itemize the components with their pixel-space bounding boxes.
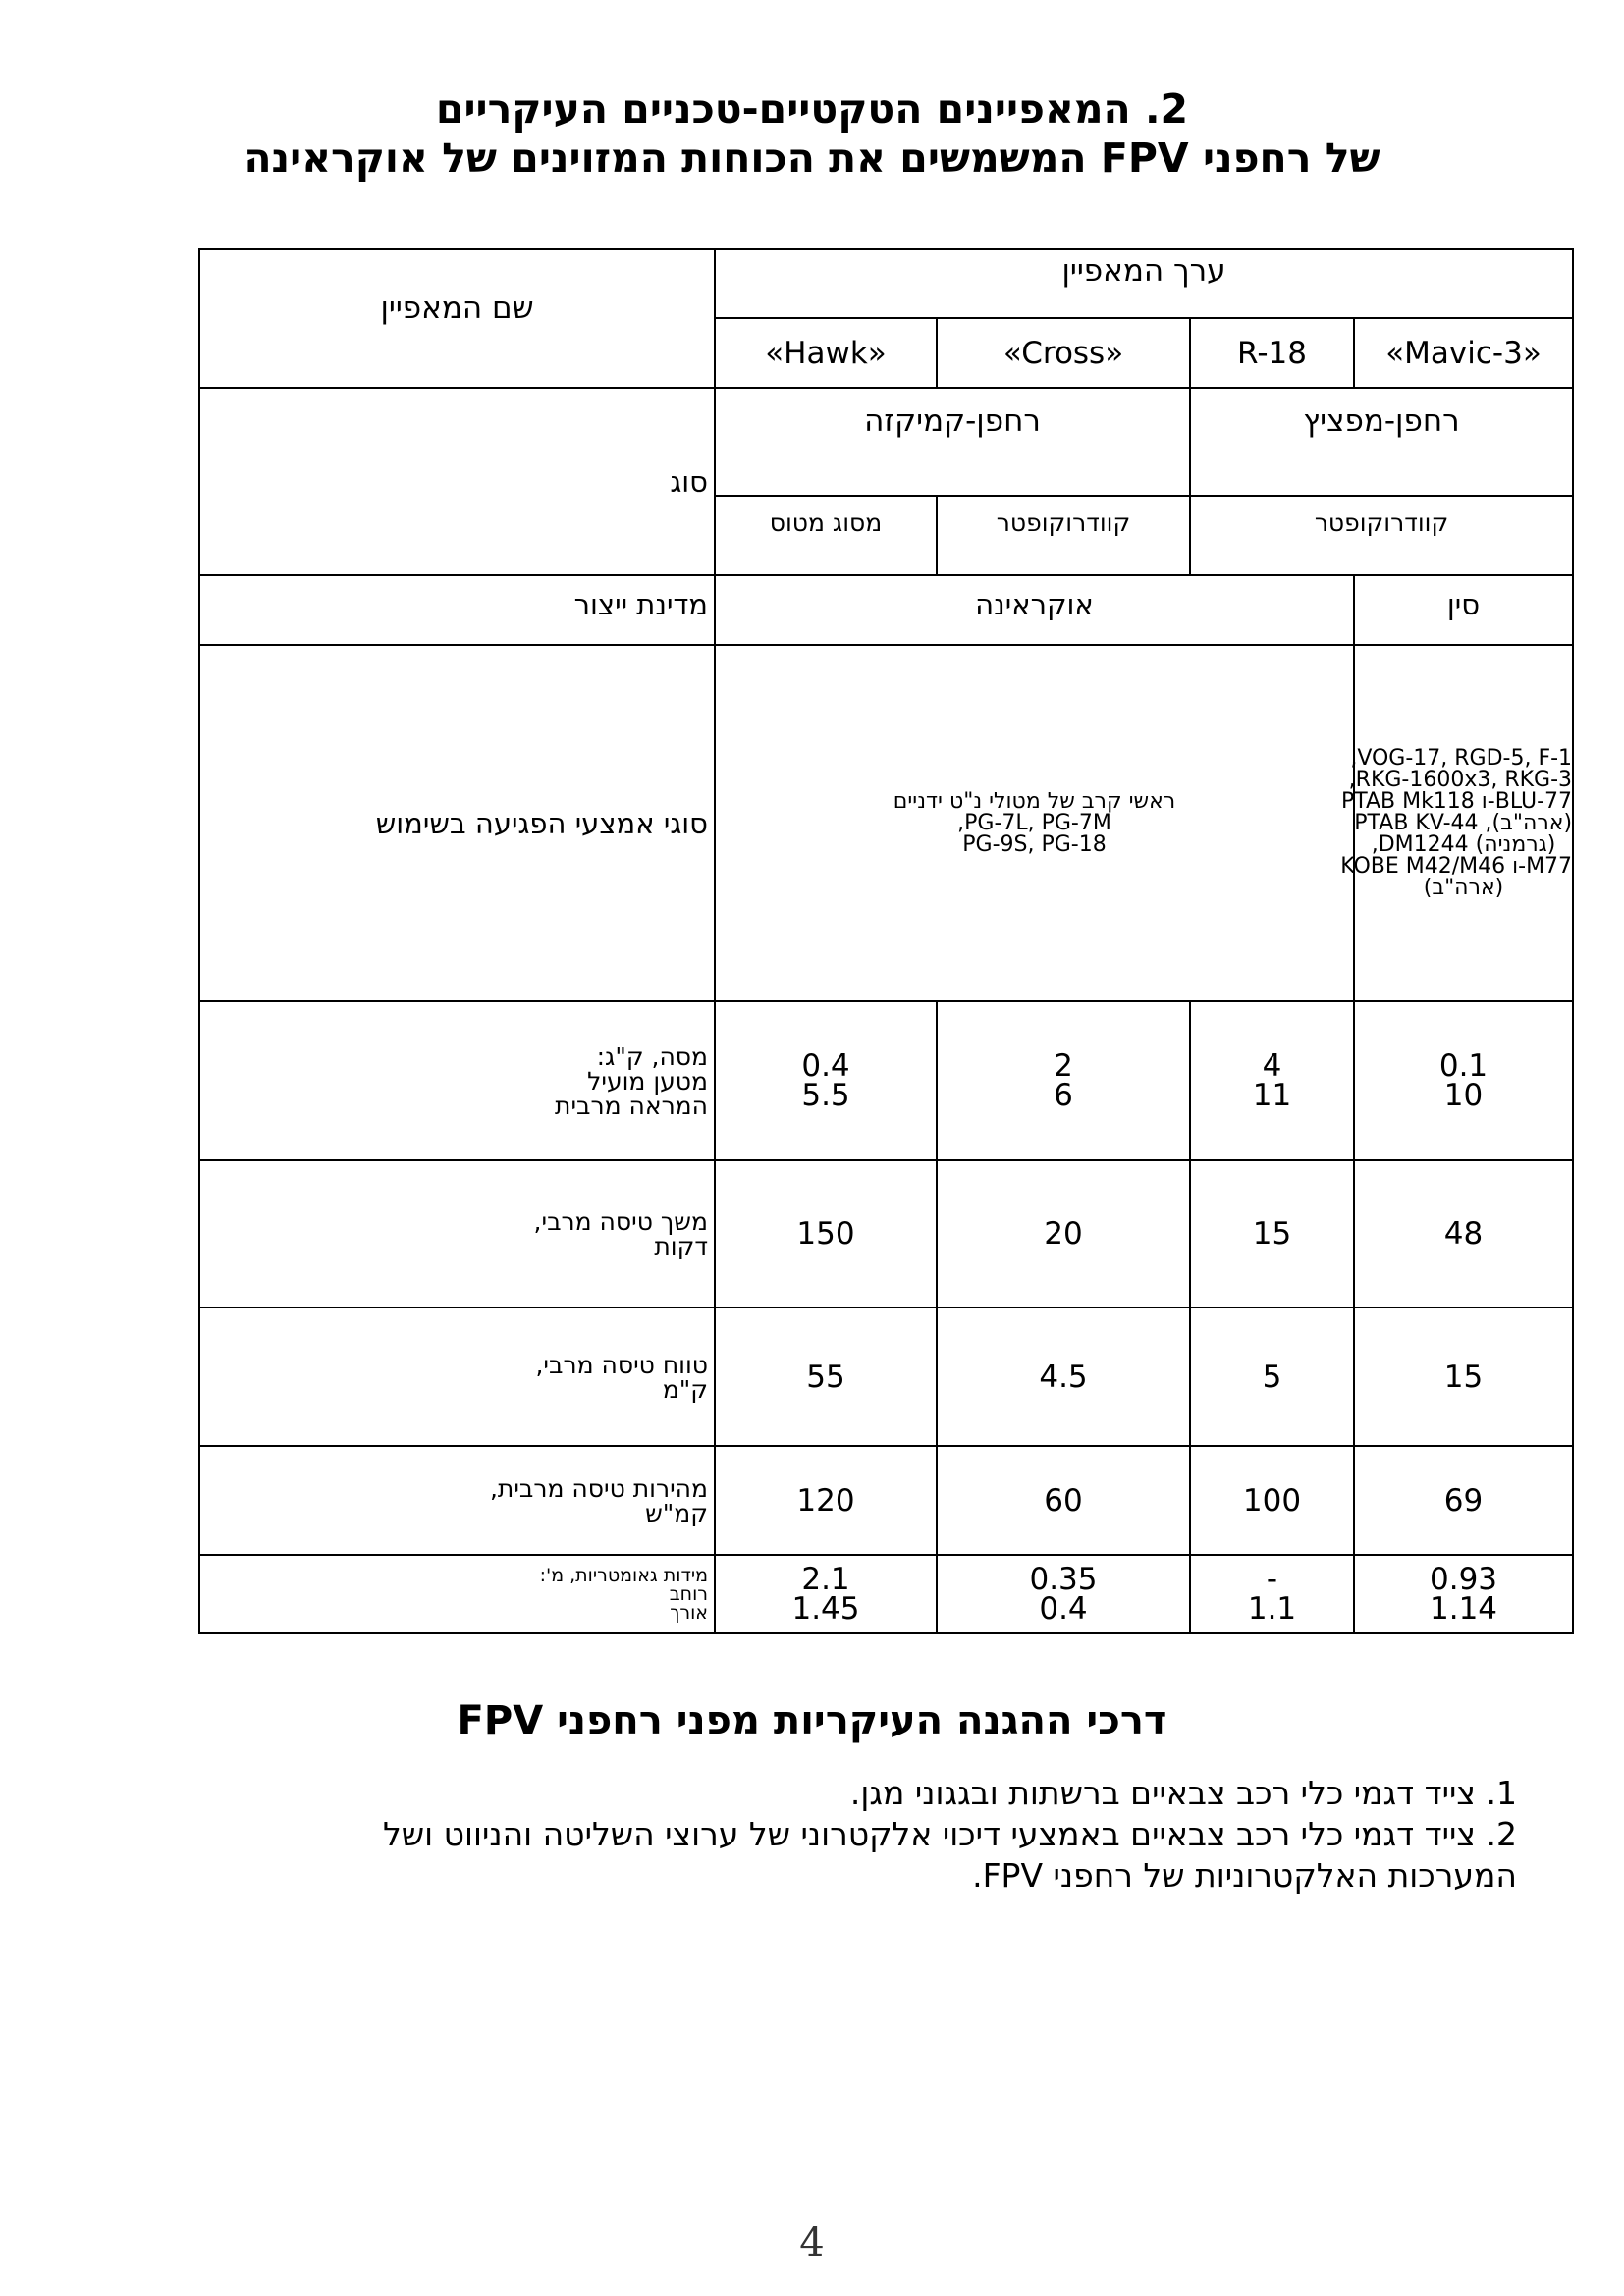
- dimensions-mavic: [1354, 1555, 1573, 1633]
- mass-r18: [1190, 1001, 1354, 1160]
- dimensions-hawk-width: 2.1: [801, 1562, 850, 1597]
- mass-r18-payload: 4: [1262, 1048, 1282, 1084]
- title-line-2: של רחפני FPV המשמשים את הכוחות המזוינים של אוקראינה: [244, 134, 1380, 182]
- speed-label-line: מהירות טיסה מרבית,: [489, 1473, 708, 1503]
- dimensions-hawk-length: 1.45: [791, 1591, 860, 1627]
- header-name: שם המאפיין: [380, 291, 534, 326]
- speed-row: [199, 1446, 1573, 1555]
- dimensions-label-line: מידות גאומטריות, מ':: [539, 1564, 708, 1586]
- duration-label: [199, 1160, 715, 1308]
- duration-mavic: 48: [1354, 1160, 1573, 1308]
- range-label-line: טווח טיסה מרבי,: [535, 1350, 708, 1379]
- duration-row: [199, 1160, 1573, 1308]
- dimensions-hawk: [715, 1555, 937, 1633]
- mass-mavic: [1354, 1001, 1573, 1160]
- speed-cross: 60: [937, 1446, 1190, 1555]
- munitions-label: סוגי אמצעי הפגיעה בשימוש: [199, 645, 715, 1001]
- type-bomber: רחפן-מפציץ: [1190, 388, 1573, 496]
- munitions-bomber-line: VOG-17, RGD-5, F-1,: [1350, 745, 1573, 771]
- dimensions-label-line: אורך: [670, 1601, 708, 1624]
- speed-r18: 100: [1190, 1446, 1354, 1555]
- munitions-kamikaze: [715, 645, 1354, 1001]
- duration-hawk: 150: [715, 1160, 937, 1308]
- model-r18: R-18: [1190, 318, 1354, 388]
- mass-row: [199, 1001, 1573, 1160]
- page-number: 4: [799, 2220, 825, 2266]
- dimensions-label: [199, 1555, 715, 1633]
- specifications-table: [198, 248, 1574, 1634]
- dimensions-cross-width: 0.35: [1029, 1562, 1098, 1597]
- range-mavic: 15: [1354, 1308, 1573, 1446]
- country-row: [199, 575, 1573, 645]
- list-item: 2. צייד דגמי כלי רכב צבאיים באמצעי דיכוי אלקטרוני של ערוצי השליטה והניווט ושל המערכות האלקטרוניות של רחפני FPV.: [382, 1815, 1517, 1895]
- mass-label: [199, 1001, 715, 1160]
- munitions-kamikaze-line: ראשי קרב של מטולי נ"ט ידניים: [893, 788, 1176, 814]
- speed-mavic: 69: [1354, 1446, 1573, 1555]
- munitions-bomber-line: BLU-77-ו PTAB Mk118: [1340, 788, 1573, 814]
- type-row: [199, 388, 1573, 496]
- range-r18: 5: [1190, 1308, 1354, 1446]
- mass-hawk-payload: 0.4: [801, 1048, 850, 1084]
- dimensions-cross-length: 0.4: [1039, 1591, 1088, 1627]
- duration-cross: 20: [937, 1160, 1190, 1308]
- range-cross: 4.5: [937, 1308, 1190, 1446]
- munitions-bomber-line: RKG-1600x3, RKG-3,: [1348, 767, 1573, 792]
- munitions-kamikaze-line: PG-9S, PG-18: [962, 831, 1107, 857]
- mass-label-line: המראה מרבית: [555, 1091, 708, 1120]
- mass-r18-takeoff: 11: [1252, 1078, 1292, 1113]
- range-row: [199, 1308, 1573, 1446]
- munitions-bomber-line: M77-ו KOBE M42/M46: [1340, 853, 1573, 879]
- mass-mavic-payload: 0.1: [1438, 1048, 1489, 1084]
- header-value: ערך המאפיין: [1061, 253, 1226, 289]
- country-ukraine: אוקראינה: [715, 575, 1354, 645]
- mass-cross: [937, 1001, 1190, 1160]
- table-header-row: [199, 249, 1573, 318]
- mass-label-line: מסה, ק"ג:: [596, 1041, 708, 1071]
- munitions-bomber-line: (ארה"ב), PTAB KV-44: [1354, 810, 1573, 835]
- mass-cross-takeoff: 6: [1054, 1078, 1073, 1113]
- duration-label-line: משך טיסה מרבי,: [533, 1207, 708, 1236]
- range-label-line: ק"מ: [662, 1374, 708, 1404]
- dimensions-mavic-length: 1.14: [1430, 1591, 1498, 1627]
- header-value-cell: [715, 249, 1573, 318]
- munitions-bomber-line: (ארה"ב): [1423, 875, 1504, 900]
- type-label-cell: [199, 388, 715, 575]
- speed-label-line: קמ"ש: [645, 1498, 708, 1527]
- speed-hawk: 120: [715, 1446, 937, 1555]
- type-kamikaze: רחפן-קמיקזה: [715, 388, 1190, 496]
- title-line-1: 2. המאפיינים הטקטיים-טכניים העיקריים: [435, 85, 1189, 133]
- munitions-bomber: [1340, 645, 1573, 1001]
- duration-label-line: דקות: [654, 1232, 708, 1260]
- dimensions-r18-width: -: [1266, 1562, 1278, 1597]
- mass-hawk: [715, 1001, 937, 1160]
- protection-list: [295, 1773, 1517, 1896]
- munitions-kamikaze-line: PG-7L, PG-7M,: [957, 810, 1111, 835]
- dimensions-label-line: רוחב: [669, 1582, 708, 1605]
- munitions-row: [199, 645, 1573, 1001]
- model-hawk: «Hawk»: [715, 318, 937, 388]
- mass-label-line: מטען מועיל: [587, 1066, 708, 1095]
- munitions-bomber-line: (גרמניה) DM1244,: [1371, 831, 1556, 857]
- header-name-cell: [199, 249, 715, 388]
- range-label: [199, 1308, 715, 1446]
- country-label: מדינת ייצור: [199, 575, 715, 645]
- document-title: [0, 84, 1624, 183]
- dimensions-r18: [1190, 1555, 1354, 1633]
- mass-cross-payload: 2: [1054, 1048, 1073, 1084]
- subtype-quadcopter-cross: קוודרוקופטר: [937, 496, 1190, 575]
- dimensions-row: [199, 1555, 1573, 1633]
- mass-mavic-takeoff: 10: [1443, 1078, 1484, 1113]
- dimensions-cross: [937, 1555, 1190, 1633]
- speed-label: [199, 1446, 715, 1555]
- mass-hawk-takeoff: 5.5: [801, 1078, 850, 1113]
- section-title: דרכי ההגנה העיקריות מפני רחפני FPV: [457, 1698, 1167, 1743]
- model-mavic: «Mavic-3»: [1354, 318, 1573, 388]
- range-hawk: 55: [715, 1308, 937, 1446]
- list-item: 1. צייד דגמי כלי רכב צבאיים ברשתות ובגגוני מגן.: [849, 1774, 1517, 1812]
- duration-r18: 15: [1190, 1160, 1354, 1308]
- country-china: סין: [1354, 575, 1573, 645]
- type-label: סוג: [670, 464, 708, 499]
- subtype-airplane: מסוג מטוס: [715, 496, 937, 575]
- model-cross: «Cross»: [937, 318, 1190, 388]
- subtype-quadcopter-bomber: קוודרוקופטר: [1190, 496, 1573, 575]
- dimensions-mavic-width: 0.93: [1430, 1562, 1498, 1597]
- dimensions-r18-length: 1.1: [1247, 1591, 1297, 1627]
